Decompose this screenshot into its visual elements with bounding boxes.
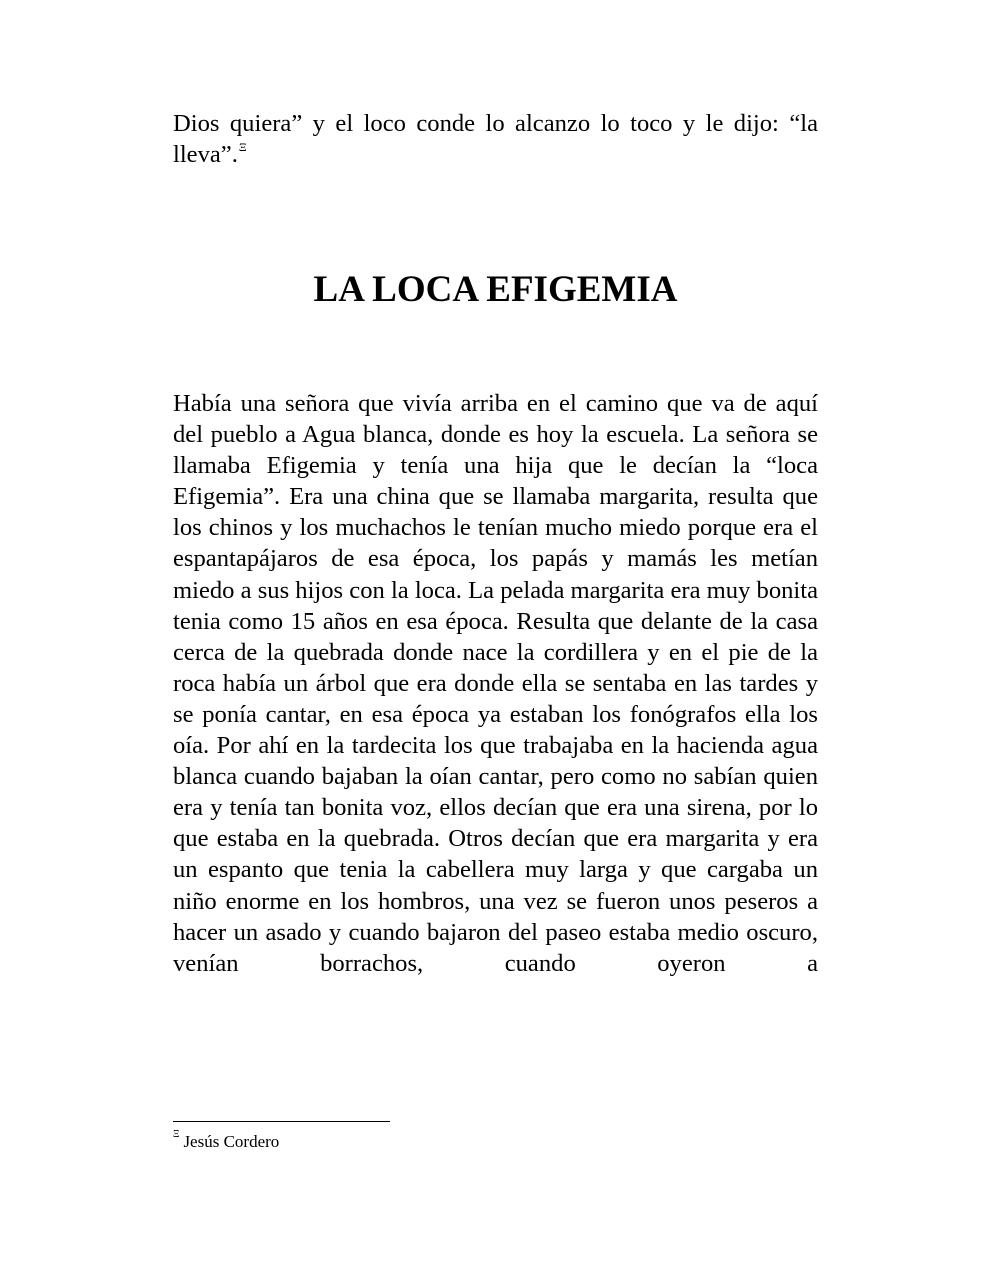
footnote-divider	[173, 1121, 390, 1122]
footnote-text: Jesús Cordero	[183, 1132, 280, 1151]
footnote-marker: Ξ	[173, 1129, 180, 1141]
continuation-paragraph	[173, 108, 818, 170]
footnote-reference[interactable]: Ξ	[238, 139, 247, 154]
page-content	[173, 108, 818, 977]
footnote	[173, 1131, 279, 1153]
continuation-text: Dios quiera” y el loco conde lo alcanzo lo toco y le dijo: “la lleva”.	[173, 110, 818, 169]
chapter-title: LA LOCA EFIGEMIA	[313, 269, 678, 310]
chapter-body-paragraph: Había una señora que vivía arriba en el camino que va de aquí del pueblo a Agua blanca, donde es hoy la escuela. La señora se llamaba Efigemia y tenía una hija que le decían la “loca Efigemia”. Era una china que se llamaba margarita, resulta que los chinos y los muchachos le tenían mucho miedo porque era el espantapájaros de esa época, los papás y mamás les metían miedo a sus hijos con la loca. La pelada margarita era muy bonita tenia como 15 años en esa época. Resulta que delante de la casa cerca de la quebrada donde nace la cordillera y en el pie de la roca había un árbol que era donde ella se sentaba en las tardes y se ponía cantar, en esa época ya estaban los fonógrafos ella los oía. Por ahí en la tardecita los que trabajaba en la hacienda agua blanca cuando bajaban la oían cantar, pero como no sabían quien era y tenía tan bonita voz, ellos decían que era una sirena, por lo que estaba en la quebrada. Otros decían que era margarita y era un espanto que tenia la cabellera muy larga y que cargaba un niño enorme en los hombros, una vez se fueron unos peseros a hacer un asado y cuando bajaron del paseo estaba medio oscuro, venían borrachos, cuando oyeron a	[173, 390, 818, 977]
